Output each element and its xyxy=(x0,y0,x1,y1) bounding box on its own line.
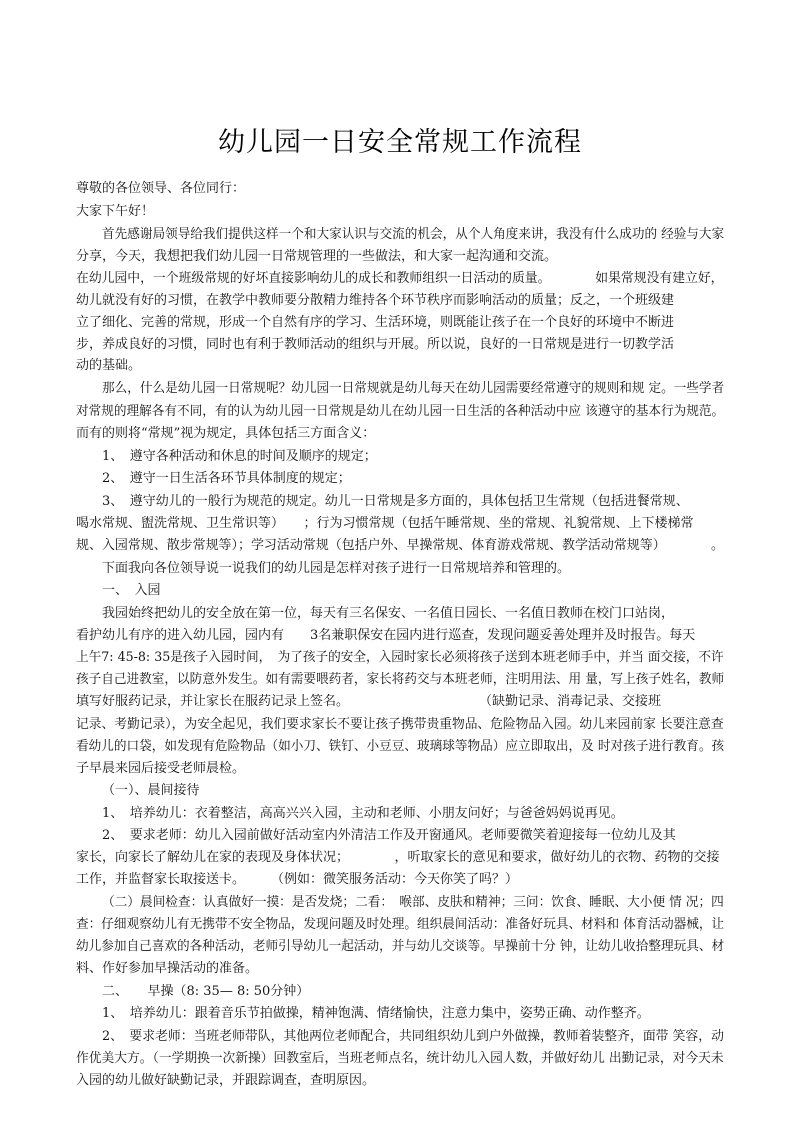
text-line: 填写好服药记录，并让家长在服药记录上签名。 （缺勤记录、消毒记录、交接班 xyxy=(76,694,662,709)
text-line: 孩子自己进教室，以防意外发生。如有需要喂药者，家长将药交与本班老师，注明用法、用 量，写上孩子姓名，教师 xyxy=(76,672,725,687)
text-line: 步，养成良好的习惯，同时也有利于教师活动的组织与开展。所以说，良好的一日常规是进行一切教学活 xyxy=(76,337,675,352)
text-line: 作优美大方。（一学期换一次新操）回教室后，当班老师点名，统计幼儿入园人数，并做好幼儿 出勤记录，对今天未 xyxy=(76,1051,724,1066)
text-line: 规、入园常规、散步常规等）；学习活动常规（包括户外、早操常规、体育游戏常规、教学活动常规等） 。 xyxy=(76,538,725,553)
text-line: 料、作好参加早操活动的准备。 xyxy=(76,961,259,976)
section-heading: 一、 入园 xyxy=(102,583,161,598)
text-line: 我园始终把幼儿的安全放在第一位，每天有三名保安、一名值日园长、一名值日教师在校门口站岗， xyxy=(102,606,675,621)
text-line: 对常规的理解各有不同，有的认为幼儿园一日常规是幼儿在幼儿园一日生活的各种活动中应 该遵守的基本行为规范。 xyxy=(76,404,725,419)
text-line: 下面我向各位领导说一说我们的幼儿园是怎样对孩子进行一日常规培养和管理的。 xyxy=(102,561,571,576)
text-line: 上午7: 45-8: 35是孩子入园时间， 为了孩子的安全，入园时家长必须将孩子送到本班老师手中，并当 面交接，不许 xyxy=(76,650,724,665)
text-line: 幼儿就没有好的习惯，在教学中教师要分散精力维持各个环节秩序而影响活动的质量；反之，一个班级建 xyxy=(76,293,675,308)
text-line: 在幼儿园中，一个班级常规的好坏直接影响幼儿的成长和教师组织一日活动的质量。 如果常规没有建立好， xyxy=(76,271,724,286)
text-line: 动的基础。 xyxy=(76,358,142,373)
text-line: 1、 培养幼儿：衣着整洁，高高兴兴入园，主动和老师、小朋友问好；与爸爸妈妈说再见。 xyxy=(102,806,624,821)
text-line: 1、 培养幼儿：跟着音乐节拍做操，精神饱满、情绪愉快，注意力集中，姿势正确、动作整齐。 xyxy=(102,1006,650,1021)
section-heading: 二、 早操（8: 35— 8: 50分钟） xyxy=(102,984,310,999)
text-line: 子早晨来园后接受老师晨检。 xyxy=(76,761,246,776)
text-line: （二）晨间检查：认真做好一摸：是否发烧；二看： 喉部、皮肤和精神；三问：饮食、睡眠、大小便 情 况；四 xyxy=(102,895,724,910)
text-line: 看护幼儿有序的进入幼儿园，园内有 3名兼职保安在园内进行巡查，发现问题妥善处理并及时报告。每天 xyxy=(76,628,696,643)
text-line: 3、 遵守幼儿的一般行为规范的规定。幼儿一日常规是多方面的，具体包括卫生常规（包括进餐常规、 xyxy=(102,494,689,509)
text-line: 立了细化、完善的常规，形成一个自然有序的学习、生活环境，则既能让孩子在一个良好的环境中不断进 xyxy=(76,315,675,330)
text-line: 幼儿参加自己喜欢的各种活动，老师引导幼儿一起活动，并与幼儿交谈等。早操前十分 钟，让幼儿收拾整理玩具、材 xyxy=(76,939,725,954)
text-line: 2、 要求老师：当班老师带队，其他两位老师配合，共同组织幼儿到户外做操，教师着装整齐，面带 笑容，动 xyxy=(102,1029,724,1044)
text-line: 尊敬的各位领导、各位同行： xyxy=(76,181,246,196)
document-title: 幼儿园一日安全常规工作流程 xyxy=(218,127,582,158)
text-line: 看幼儿的口袋，如发现有危险物品（如小刀、铁钉、小豆豆、玻璃球等物品）应立即取出，及 时对孩子进行教育。孩 xyxy=(76,739,725,754)
text-line: 大家下午好！ xyxy=(76,204,155,219)
text-line: 喝水常规、盥洗常规、卫生常识等） ；行为习惯常规（包括午睡常规、坐的常规、礼貌常规、上下楼梯常 xyxy=(76,516,694,531)
text-line: 记录、考勤记录），为安全起见，我们要求家长不要让孩子携带贵重物品、危险物品入园。幼儿来园前家 长要注意查 xyxy=(76,717,724,732)
text-line: 查：仔细观察幼儿有无携带不安全物品，发现问题及时处理。组织晨间活动：准备好玩具、材料和 体育活动器械，让 xyxy=(76,917,725,932)
text-line: 2、 要求老师：幼儿入园前做好活动室内外清洁工作及开窗通风。老师要微笑着迎接每一位幼儿及其 xyxy=(102,828,676,843)
text-line: 而有的则将“常规”视为规定，具体包括三方面含义： xyxy=(76,426,376,441)
text-line: 那么，什么是幼儿园一日常规呢？幼儿园一日常规就是幼儿每天在幼儿园需要经常遵守的规则和规 定。一些学者 xyxy=(102,381,725,396)
text-line: 分享，今天，我想把我们幼儿园一日常规管理的一些做法，和大家一起沟通和交流。 xyxy=(76,249,558,264)
subsection-heading: （一）、晨间接待 xyxy=(102,783,200,798)
text-line: 首先感谢局领导给我们提供这样一个和大家认识与交流的机会，从个人角度来讲，我没有什么成功的 经验与大家 xyxy=(102,227,725,242)
text-line: 1、 遵守各种活动和休息的时间及顺序的规定； xyxy=(102,449,377,464)
text-line: 2、 遵守一日生活各环节具体制度的规定； xyxy=(102,471,351,486)
text-line: 入园的幼儿做好缺勤记录，并跟踪调查，查明原因。 xyxy=(76,1073,376,1088)
text-line: 家长，向家长了解幼儿在家的表现及身体状况； ，听取家长的意见和要求，做好幼儿的衣物、药物的交接 xyxy=(76,850,720,865)
text-line: 工作，并监督家长取接送卡。 （例如：微笑服务活动：今天你笑了吗？） xyxy=(76,872,519,887)
